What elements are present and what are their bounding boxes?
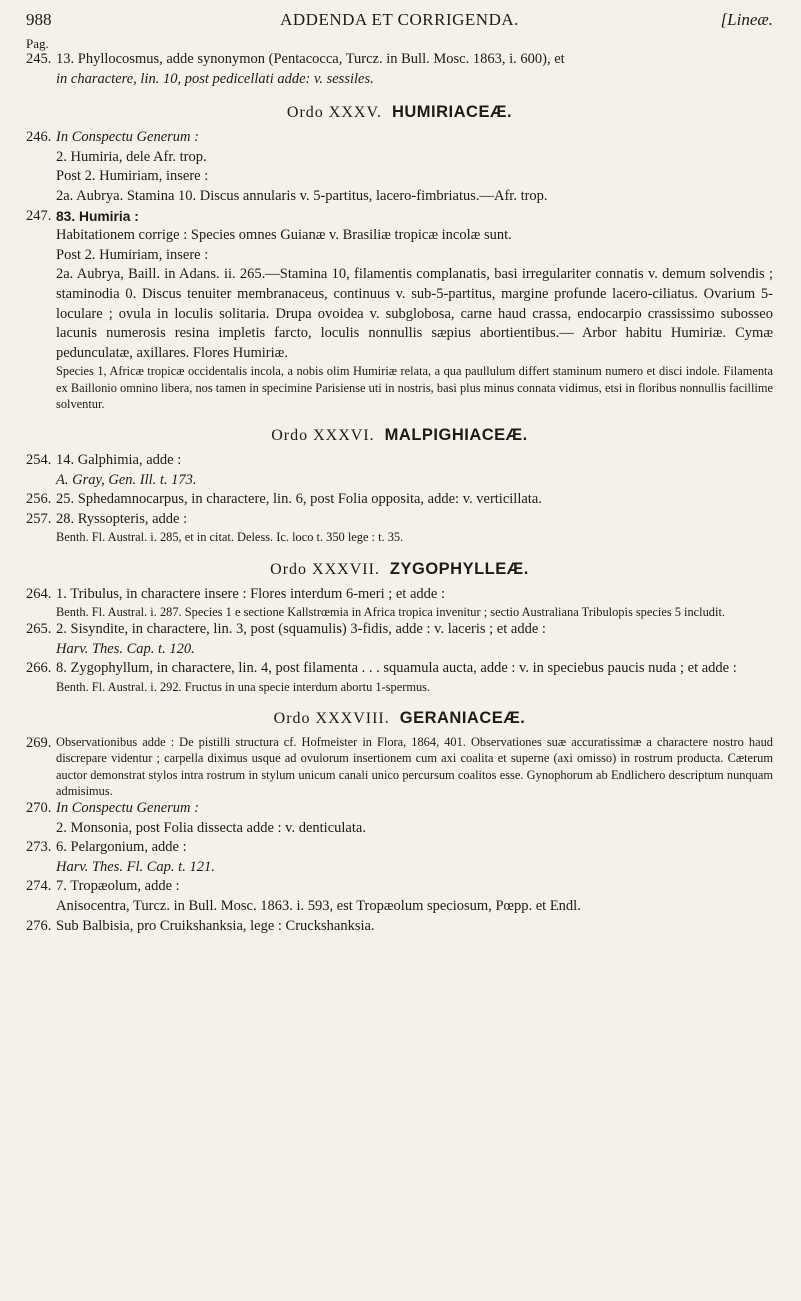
entry-text: in charactere, lin. 10, post pedicellati adde: v. sessiles. — [56, 70, 374, 87]
order-name: ZYGOPHYLLEÆ. — [389, 559, 529, 578]
entry-text: Sub Balbisia, pro Cruikshanksia, lege : Cruckshanksia. — [56, 917, 375, 934]
entry-269 — [26, 734, 773, 799]
entry-note: Species 1, Africæ tropicæ occidentalis incola, a nobis olim Humiriæ relata, a qua paullulum differt staminum numero et disci indole. Filamenta ex Baillonio omnino libera, nos tamen in specimine Parisiense uti in nostris, basi plus minus connata vidimus, etsi in floribus nonnullis facillime solventur. — [56, 364, 773, 411]
page-number: 988 — [26, 10, 52, 29]
entry-text: 83. Humiria : — [56, 208, 139, 224]
entry-text: 6. Pelargonium, adde : — [56, 839, 187, 856]
page-ref: 276. — [26, 917, 52, 934]
entry-text: 2a. Aubrya. Stamina 10. Discus annularis v. 5-partitus, lacero-fimbriatus.—Afr. trop. — [56, 187, 548, 204]
entry-254 — [26, 451, 773, 490]
order-number: Ordo XXXV. — [286, 104, 382, 122]
entry-text: In Conspectu Generum : — [56, 800, 199, 817]
entry-text: 2. Sisyndite, in charactere, lin. 3, post (squamulis) 3-fidis, adde : v. laceris ; et adde : — [56, 621, 546, 638]
entry-text: A. Gray, Gen. Ill. t. 173. — [56, 471, 197, 488]
entry-text: 8. Zygophyllum, in charactere, lin. 4, post filamenta . . . squamula aucta, adde : v. in speciebus paucis nuda ; et adde : — [56, 660, 737, 677]
entry-274 — [26, 877, 773, 916]
entry-text: Post 2. Humiriam, insere : — [56, 246, 209, 263]
entry-text: Harv. Thes. Fl. Cap. t. 121. — [56, 858, 215, 875]
entry-256 — [26, 490, 773, 510]
order-name: MALPIGHIACEÆ. — [384, 425, 528, 444]
order-name: HUMIRIACEÆ. — [391, 103, 513, 122]
entry-264 — [26, 585, 773, 621]
entry-text: 7. Tropæolum, adde : — [56, 878, 180, 895]
entry-245 — [26, 50, 773, 89]
entry-text: 2. Humiria, dele Afr. trop. — [56, 148, 207, 165]
entry-paragraph: 2a. Aubrya, Baill. in Adans. ii. 265.—Stamina 10, filamentis complanatis, basi irregulariter connatis v. demum solvendis ; staminodia 0. Discus tenuiter membranaceus, continuus v. sub-5-partitus, margine profunde lacero-ciliatus. Ovarium 5-loculare ; ovula in loculis solitaria. Drupa ovoidea v. subglobosa, carne haud crassa, endocarpio crassissimo subosseo lacunis numerosis resina impletis farcto, loculis nonnullis sæpius abortientibus.— Arbor habitu Humiriæ. Cymæ pedunculatæ, axillares. Flores Humiriæ. — [56, 266, 773, 361]
entry-paragraph: Observationibus adde : De pistilli structura cf. Hofmeister in Flora, 1864, 401. Observationes suæ accuratissimæ a charactere nostro haud discrepare videntur ; carpella diximus usque ad ovulorum insertionem cum axi coalita et superne (axi omisso) in rostrum producta. Cæterum auctor demonstrat stylos intra rostrum in stylum unicum canali unico percursum coalitos esse. Gynophorum ab Endlichero descriptum nunquam admisimus. — [56, 735, 773, 798]
entry-270 — [26, 799, 773, 838]
order-heading — [26, 103, 773, 122]
page-ref: 266. — [26, 660, 52, 677]
entry-text: 28. Ryssopteris, adde : — [56, 510, 188, 527]
entry-text: Post 2. Humiriam, insere : — [56, 168, 209, 185]
page-ref: 254. — [26, 451, 52, 468]
page-ref: 246. — [26, 129, 52, 146]
entry-note: Benth. Fl. Austral. i. 285, et in citat. Deless. Ic. loco t. 350 lege : t. 35. — [56, 530, 404, 545]
entry-text: 1. Tribulus, in charactere insere : Flores interdum 6-meri ; et adde : — [56, 585, 445, 602]
pag-label: Pag. — [26, 36, 49, 51]
page-ref: 247. — [26, 207, 52, 224]
page-ref: 257. — [26, 510, 52, 527]
page-ref: 265. — [26, 621, 52, 638]
entry-text: Habitationem corrige : Species omnes Guianæ v. Brasiliæ tropicæ incolæ sunt. — [56, 227, 512, 244]
page-ref: 274. — [26, 878, 52, 895]
order-heading — [26, 709, 773, 728]
entry-273 — [26, 838, 773, 877]
entry-276 — [26, 917, 773, 937]
entry-note: Benth. Fl. Austral. i. 292. Fructus in una specie interdum abortu 1-spermus. — [56, 680, 431, 695]
entry-text: 25. Sphedamnocarpus, in charactere, lin. 6, post Folia opposita, adde: v. verticillata. — [56, 491, 542, 508]
entry-265 — [26, 620, 773, 659]
order-number: Ordo XXXVIII. — [273, 710, 390, 728]
entry-246 — [26, 128, 773, 206]
page-ref: 264. — [26, 585, 52, 602]
order-heading — [26, 560, 773, 579]
entry-247 — [26, 207, 773, 412]
entry-text: 2. Monsonia, post Folia dissecta adde : v. denticulata. — [56, 819, 366, 836]
running-header — [26, 10, 773, 32]
entry-text: 14. Galphimia, adde : — [56, 451, 182, 468]
page-ref: 270. — [26, 800, 52, 817]
running-title: [Lineæ. — [720, 10, 773, 29]
entry-text: Anisocentra, Turcz. in Bull. Mosc. 1863. i. 593, est Tropæolum speciosum, Pœpp. et Endl. — [56, 898, 581, 915]
entry-text: 13. Phyllocosmus, adde synonymon (Pentacocca, Turcz. in Bull. Mosc. 1863, i. 600), et — [56, 51, 565, 67]
page-ref: 256. — [26, 491, 52, 508]
entry-257 — [26, 510, 773, 546]
entry-note: Benth. Fl. Austral. i. 287. Species 1 e sectione Kallstrœmia in Africa tropica invenitur ; sectio Australiana Tribulopis species 5 includit. — [56, 605, 725, 620]
order-number: Ordo XXXVI. — [271, 426, 375, 444]
order-heading — [26, 426, 773, 445]
page-ref: 269. — [26, 735, 52, 752]
order-number: Ordo XXXVII. — [270, 560, 380, 578]
page-title: ADDENDA ET CORRIGENDA. — [280, 10, 519, 29]
entry-text: In Conspectu Generum : — [56, 129, 199, 146]
page-ref: 273. — [26, 839, 52, 856]
entry-266 — [26, 659, 773, 695]
entry-text: Harv. Thes. Cap. t. 120. — [56, 640, 195, 657]
page-ref: 245. — [26, 51, 52, 67]
order-name: GERANIACEÆ. — [399, 709, 526, 728]
